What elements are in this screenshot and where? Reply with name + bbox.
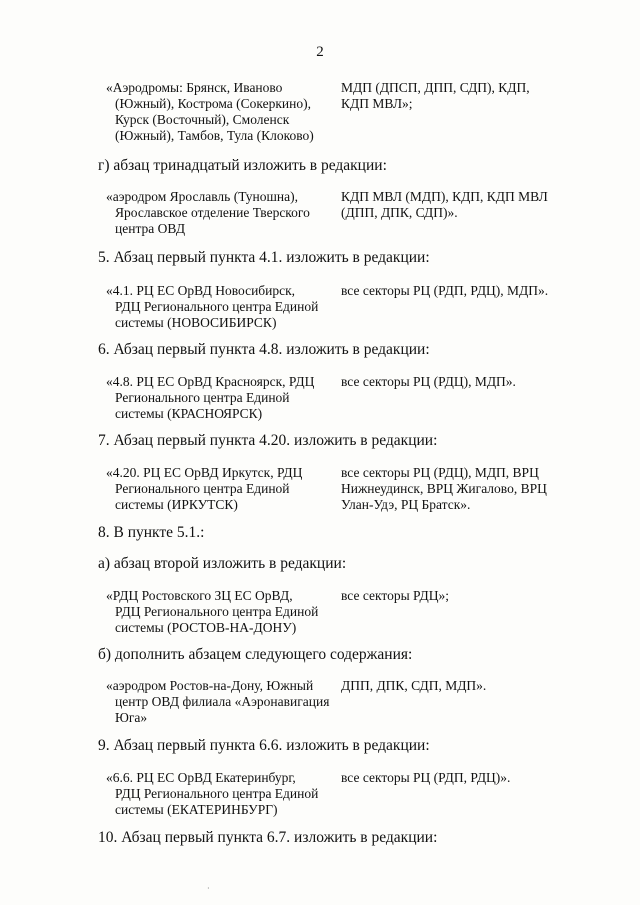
entry-line: системы (РОСТОВ-НА-ДОНУ) xyxy=(115,620,297,635)
entry-line: КДП МВЛ»; xyxy=(341,96,413,111)
heading-5: 5. Абзац первый пункта 4.1. изложить в редакции: xyxy=(98,249,430,266)
heading-g: г) абзац тринадцатый изложить в редакции: xyxy=(98,157,387,174)
entry-right-column xyxy=(341,283,551,299)
entry-line: Курск (Восточный), Смоленск xyxy=(115,112,290,127)
entry-left-column xyxy=(106,588,332,636)
scan-mark: · xyxy=(207,884,210,893)
entry-line: «РДЦ Ростовского ЗЦ ЕС ОрВД, xyxy=(106,588,293,603)
entry-line: МДП (ДПСП, ДПП, СДП), КДП, xyxy=(341,80,530,95)
entry-left-column xyxy=(106,465,332,513)
entry-right-column xyxy=(341,374,551,390)
entry-line: Ярославское отделение Тверского xyxy=(115,205,310,220)
entry-line: (Южный), Кострома (Сокеркино), xyxy=(115,96,312,111)
heading-9: 9. Абзац первый пункта 6.6. изложить в редакции: xyxy=(98,737,430,754)
entry-line: (ДПП, ДПК, СДП)». xyxy=(341,205,458,220)
entry-line: системы (ЕКАТЕРИНБУРГ) xyxy=(115,802,278,817)
entry-line: РДЦ Регионального центра Единой xyxy=(115,604,319,619)
entry-line: все секторы РЦ (РДЦ), МДП». xyxy=(341,374,516,389)
entry-line: «Аэродромы: Брянск, Иваново xyxy=(106,80,283,95)
entry-line: системы (НОВОСИБИРСК) xyxy=(115,315,277,330)
entry-line: Регионального центра Единой xyxy=(115,390,290,405)
entry-right-column xyxy=(341,80,551,112)
entry-left-column xyxy=(106,283,332,331)
heading-8: 8. В пункте 5.1.: xyxy=(98,524,205,541)
entry-line: Юга» xyxy=(115,710,148,725)
entry-line: РДЦ Регионального центра Единой xyxy=(115,299,319,314)
entry-right-column xyxy=(341,678,551,694)
entry-left-column xyxy=(106,189,332,237)
entry-right-column xyxy=(341,770,551,786)
entry-line: «аэродром Ярославль (Туношна), xyxy=(106,189,298,204)
entry-line: центра ОВД xyxy=(115,221,186,236)
entry-left-column xyxy=(106,80,332,144)
entry-line: (Южный), Тамбов, Тула (Клоково) xyxy=(115,128,314,143)
heading-6: 6. Абзац первый пункта 4.8. изложить в редакции: xyxy=(98,341,430,358)
entry-left-column xyxy=(106,770,332,818)
heading-a: а) абзац второй изложить в редакции: xyxy=(98,555,347,572)
heading-b: б) дополнить абзацем следующего содержания: xyxy=(98,646,413,663)
entry-right-column xyxy=(341,465,551,513)
heading-10: 10. Абзац первый пункта 6.7. изложить в редакции: xyxy=(98,829,438,846)
entry-line: центр ОВД филиала «Аэронавигация xyxy=(115,694,330,709)
entry-line: все секторы РДЦ»; xyxy=(341,588,449,603)
entry-line: «6.6. РЦ ЕС ОрВД Екатеринбург, xyxy=(106,770,296,785)
entry-line: системы (ИРКУТСК) xyxy=(115,497,238,512)
entry-right-column xyxy=(341,588,551,604)
entry-right-column xyxy=(341,189,551,221)
page-number: 2 xyxy=(316,44,324,60)
entry-line: Улан-Удэ, РЦ Братск». xyxy=(341,497,471,512)
entry-line: все секторы РЦ (РДП, РДЦ)». xyxy=(341,770,511,785)
entry-line: КДП МВЛ (МДП), КДП, КДП МВЛ xyxy=(341,189,548,204)
entry-line: «4.1. РЦ ЕС ОрВД Новосибирск, xyxy=(106,283,296,298)
entry-line: все секторы РЦ (РДЦ), МДП, ВРЦ xyxy=(341,465,539,480)
entry-line: «4.8. РЦ ЕС ОрВД Красноярск, РДЦ xyxy=(106,374,315,389)
entry-line: Регионального центра Единой xyxy=(115,481,290,496)
entry-line: Нижнеудинск, ВРЦ Жигалово, ВРЦ xyxy=(341,481,547,496)
entry-left-column xyxy=(106,678,332,726)
entry-line: «4.20. РЦ ЕС ОрВД Иркутск, РДЦ xyxy=(106,465,303,480)
entry-line: системы (КРАСНОЯРСК) xyxy=(115,406,263,421)
entry-line: «аэродром Ростов-на-Дону, Южный xyxy=(106,678,314,693)
entry-line: РДЦ Регионального центра Единой xyxy=(115,786,319,801)
heading-7: 7. Абзац первый пункта 4.20. изложить в редакции: xyxy=(98,432,438,449)
entry-left-column xyxy=(106,374,332,422)
entry-line: все секторы РЦ (РДП, РДЦ), МДП». xyxy=(341,283,549,298)
entry-line: ДПП, ДПК, СДП, МДП». xyxy=(341,678,487,693)
